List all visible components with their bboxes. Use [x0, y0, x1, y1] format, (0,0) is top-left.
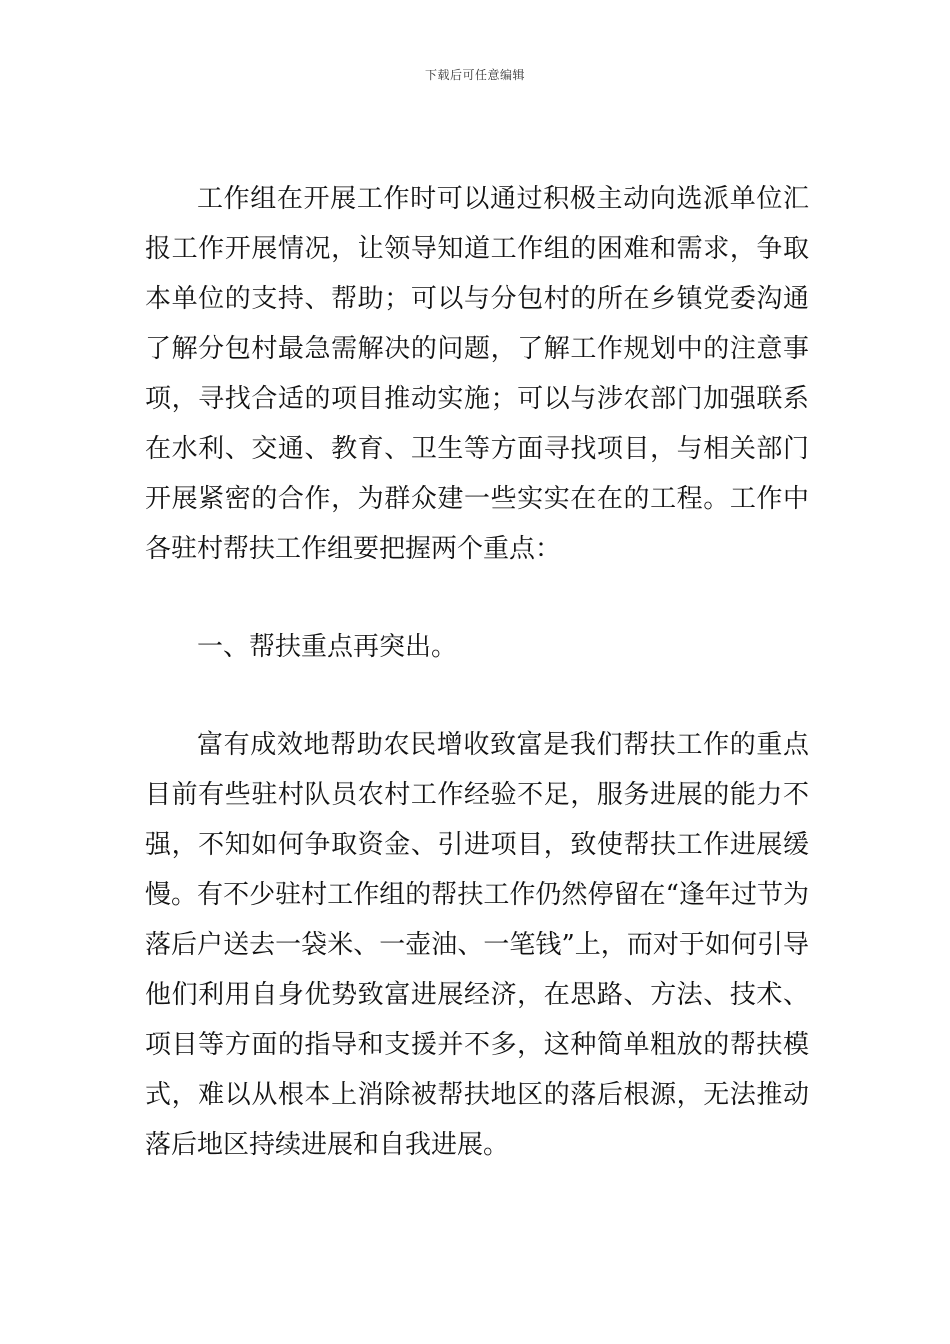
- paragraph-intro: 工作组在开展工作时可以通过积极主动向选派单位汇报工作开展情况，让领导知道工作组的困难和需求，争取本单位的支持、帮助；可以与分包村的所在乡镇党委沟通了解分包村最急需解决的问题，了解工作规划中的注意事项，寻找合适的项目推动实施；可以与涉农部门加强联系在水利、交通、教育、卫生等方面寻找项目，与相关部门开展紧密的合作，为群众建一些实实在在的工程。工作中各驻村帮扶工作组要把握两个重点：: [145, 184, 809, 564]
- section-heading: 一、帮扶重点再突出。: [197, 632, 458, 662]
- paragraph-body: 富有成效地帮助农民增收致富是我们帮扶工作的重点目前有些驻村队员农村工作经验不足，服务进展的能力不强，不知如何争取资金、引进项目，致使帮扶工作进展缓慢。有不少驻村工作组的帮扶工作仍然停留在“逢年过节为落后户送去一袋米、一壶油、一笔钱”上，而对于如何引导他们利用自身优势致富进展经济，在思路、方法、技术、项目等方面的指导和支援并不多，这种简单粗放的帮扶模式，难以从根本上消除被帮扶地区的落后根源，无法推动落后地区持续进展和自我进展。: [145, 730, 809, 1160]
- document-body: [145, 174, 809, 1170]
- header-note: 下载后可任意编辑: [424, 68, 525, 82]
